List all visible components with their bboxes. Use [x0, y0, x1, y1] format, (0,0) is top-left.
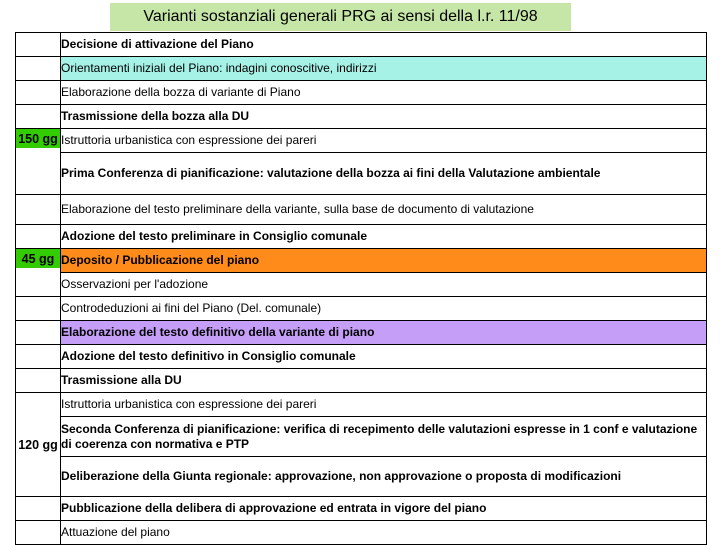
step-16: Seconda Conferenza di pianificazione: verifica di recepimento delle valutazioni espresse in 1 conf e valutazione di coerenza con normativa e PTP: [61, 417, 707, 457]
step-15: Istruttoria urbanistica con espressione dei pareri: [61, 393, 707, 417]
table-row: [16, 457, 707, 497]
step-6: Prima Conferenza di pianificazione: valutazione della bozza ai fini della Valutazione ambientale: [61, 153, 707, 195]
side-cell: [16, 369, 61, 393]
table-row: [16, 81, 707, 105]
side-cell: [16, 497, 61, 521]
side-cell: [16, 81, 61, 105]
table-row: [16, 369, 707, 393]
step-12: Elaborazione del testo definitivo della variante di piano: [61, 321, 707, 345]
side-cell: [16, 297, 61, 321]
step-17: Deliberazione della Giunta regionale: approvazione, non approvazione o proposta di modificazioni: [61, 457, 707, 497]
table-row: [16, 345, 707, 369]
table-row: [16, 225, 707, 249]
step-8: Adozione del testo preliminare in Consiglio comunale: [61, 225, 707, 249]
side-cell: [16, 225, 61, 249]
step-11: Controdeduzioni ai fini del Piano (Del. comunale): [61, 297, 707, 321]
step-9: Deposito / Pubblicazione del piano: [61, 249, 707, 273]
table-row: [16, 521, 707, 545]
table-row: [16, 57, 707, 81]
table-row: [16, 153, 707, 195]
step-18: Pubblicazione della delibera di approvazione ed entrata in vigore del piano: [61, 497, 707, 521]
step-3: Elaborazione della bozza di variante di Piano: [61, 81, 707, 105]
step-19: Attuazione del piano: [61, 521, 707, 545]
table-row: [16, 195, 707, 225]
table-row: [16, 321, 707, 345]
step-7: Elaborazione del testo preliminare della variante, sulla base de documento di valutazione: [61, 195, 707, 225]
step-4: Trasmissione della bozza alla DU: [61, 105, 707, 129]
duration-45-days: 45 gg: [16, 249, 60, 268]
side-cell: [16, 345, 61, 369]
procedure-table: [15, 32, 707, 545]
side-cell: [16, 105, 61, 129]
side-cell: [16, 521, 61, 545]
duration-120-days: 120 gg: [18, 438, 58, 452]
table-row: [16, 33, 707, 57]
side-cell: [16, 321, 61, 345]
step-10: Osservazioni per l'adozione: [61, 273, 707, 297]
table-row: [16, 105, 707, 129]
step-13: Adozione del testo definitivo in Consiglio comunale: [61, 345, 707, 369]
table-row: [16, 393, 707, 417]
duration-cell-120: [16, 393, 61, 497]
table-row: [16, 249, 707, 273]
step-14: Trasmissione alla DU: [61, 369, 707, 393]
table-row: [16, 273, 707, 297]
duration-cell-45: [16, 249, 61, 297]
side-cell: [16, 57, 61, 81]
table-row: [16, 417, 707, 457]
table-row: [16, 297, 707, 321]
duration-cell-150: [16, 129, 61, 195]
table-row: [16, 497, 707, 521]
step-5: Istruttoria urbanistica con espressione dei pareri: [61, 129, 707, 153]
side-cell: [16, 195, 61, 225]
table-row: [16, 129, 707, 153]
step-1: Decisione di attivazione del Piano: [61, 33, 707, 57]
step-2: Orientamenti iniziali del Piano: indagini conoscitive, indirizzi: [61, 57, 707, 81]
duration-150-days: 150 gg: [16, 129, 60, 148]
page-title: Varianti sostanziali generali PRG ai sensi della l.r. 11/98: [110, 3, 571, 31]
side-cell: [16, 33, 61, 57]
